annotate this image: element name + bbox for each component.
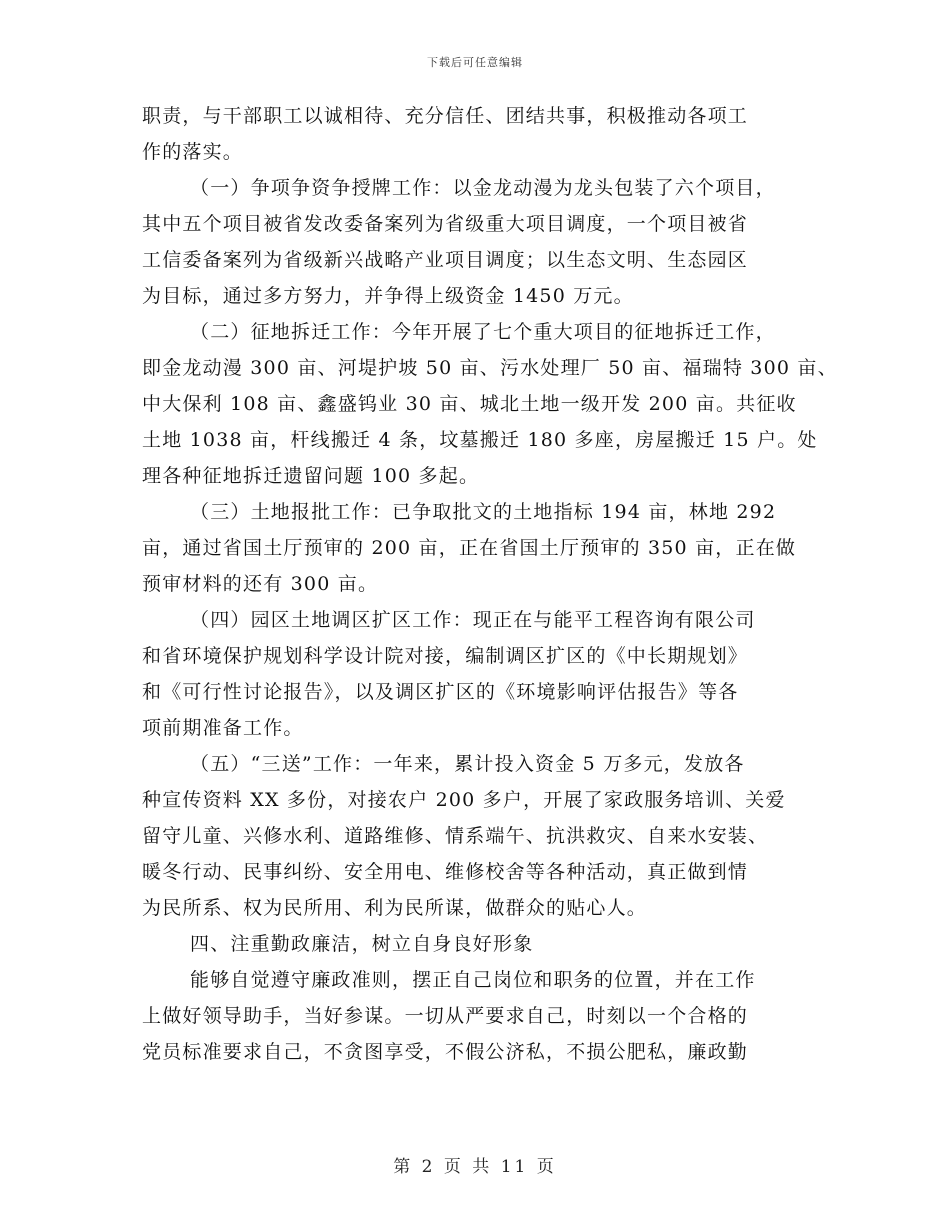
document-body: [142, 98, 838, 1070]
text-line: 能够自觉遵守廉政准则，摆正自己岗位和职务的位置，并在工作: [190, 969, 756, 991]
text-line: （四）园区土地调区扩区工作：现正在与能平工程咨询有限公司: [190, 609, 756, 631]
text-line: 中大保利 108 亩、鑫盛钨业 30 亩、城北土地一级开发 200 亩。共征收: [142, 393, 797, 415]
text-line: 项前期准备工作。: [142, 717, 304, 739]
text-line: 留守儿童、兴修水利、道路维修、情系端午、抗洪救灾、自来水安装、: [142, 825, 769, 847]
text-line: 亩，通过省国土厅预审的 200 亩，正在省国土厅预审的 350 亩，正在做: [142, 537, 797, 559]
text-line: 工信委备案列为省级新兴战略产业项目调度；以生态文明、生态园区: [142, 249, 749, 271]
text-line: 暖冬行动、民事纠纷、安全用电、维修校舍等各种活动，真正做到情: [142, 861, 749, 883]
text-line: （一）争项争资争授牌工作：以金龙动漫为龙头包装了六个项目，: [190, 177, 776, 199]
text-line: （五）“三送”工作：一年来，累计投入资金 5 万多元，发放各: [190, 753, 745, 775]
page-header: 下载后可任意编辑: [427, 56, 523, 69]
section-heading: 四、注重勤政廉洁，树立自身良好形象: [190, 933, 534, 955]
text-line: 土地 1038 亩，杆线搬迁 4 条，坟墓搬迁 180 多座，房屋搬迁 15 户。处: [142, 429, 818, 451]
text-line: 党员标准要求自己，不贪图享受，不假公济私，不损公肥私，廉政勤: [142, 1041, 749, 1063]
text-line: 为民所系、权为民所用、利为民所谋，做群众的贴心人。: [142, 897, 648, 919]
text-line: 和省环境保护规划科学设计院对接，编制调区扩区的《中长期规划》: [142, 645, 749, 667]
text-line: 和《可行性讨论报告》，以及调区扩区的《环境影响评估报告》等各: [142, 681, 739, 703]
text-line: 其中五个项目被省发改委备案列为省级重大项目调度，一个项目被省: [142, 213, 749, 235]
text-line: 为目标，通过多方努力，并争得上级资金 1450 万元。: [142, 285, 634, 307]
text-line: 作的落实。: [142, 141, 244, 163]
text-line: （三）土地报批工作：已争取批文的土地指标 194 亩，林地 292: [190, 501, 777, 523]
text-line: 种宣传资料 XX 多份，对接农户 200 多户，开展了家政服务培训、关爱: [142, 789, 786, 811]
text-line: 预审材料的还有 300 亩。: [142, 573, 379, 595]
text-line: 即金龙动漫 300 亩、河堤护坡 50 亩、污水处理厂 50 亩、福瑞特 300 亩、: [142, 357, 838, 379]
text-line: （二）征地拆迁工作：今年开展了七个重大项目的征地拆迁工作，: [190, 321, 776, 343]
text-line: 职责，与干部职工以诚相待、充分信任、团结共事，积极推动各项工: [142, 105, 749, 127]
text-line: 上做好领导助手，当好参谋。一切从严要求自己，时刻以一个合格的: [142, 1005, 749, 1027]
page-number: 第 2 页 共 11 页: [393, 1157, 557, 1177]
text-line: 理各种征地拆迁遗留问题 100 多起。: [142, 465, 480, 487]
